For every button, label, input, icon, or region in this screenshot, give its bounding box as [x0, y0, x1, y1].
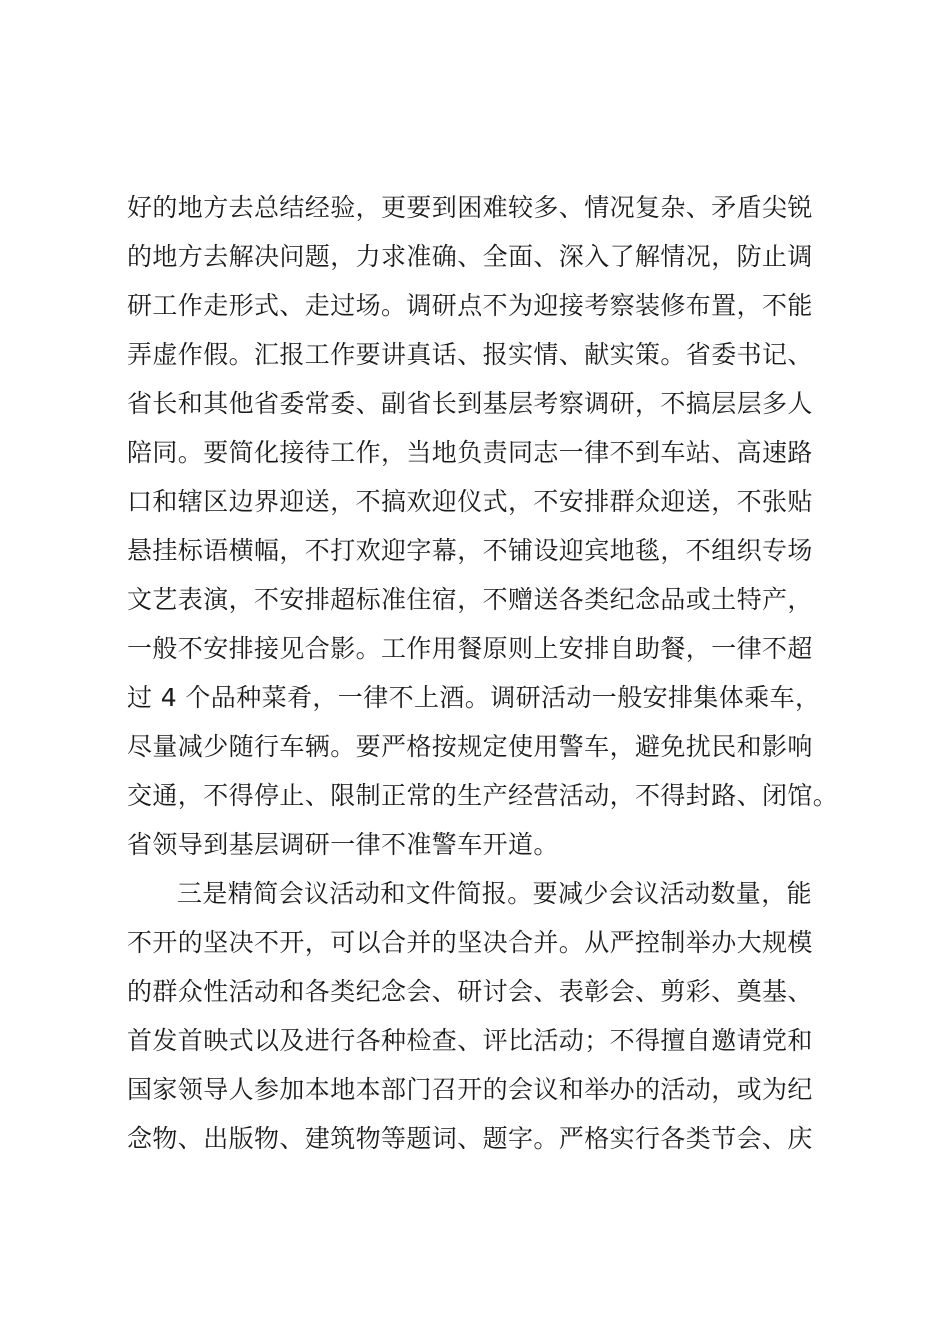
text-line: 首发首映式以及进行各种检查、评比活动；不得擅自邀请党和: [127, 1026, 813, 1055]
text-line: 一般不安排接见合影。工作用餐原则上安排自助餐，一律不超: [127, 634, 813, 663]
text-line: 省领导到基层调研一律不准警车开道。: [127, 830, 559, 859]
text-line: 悬挂标语横幅，不打欢迎字幕，不铺设迎宾地毯，不组织专场: [127, 536, 813, 565]
text-line: 弄虚作假。汇报工作要讲真话、报实情、献实策。省委书记、: [127, 340, 813, 369]
paragraph-start-line: 三是精简会议活动和文件简报。要减少会议活动数量，能: [177, 879, 813, 908]
text-line: 陪同。要简化接待工作，当地负责同志一律不到车站、高速路: [127, 438, 813, 467]
text-line: 研工作走形式、走过场。调研点不为迎接考察装修布置，不能: [127, 291, 813, 320]
text-line: 好的地方去总结经验，更要到困难较多、情况复杂、矛盾尖锐: [127, 193, 813, 222]
text-line: 不开的坚决不开，可以合并的坚决合并。从严控制举办大规模: [127, 928, 813, 957]
text-line: 的群众性活动和各类纪念会、研讨会、表彰会、剪彩、奠基、: [127, 977, 813, 1006]
text-line: 国家领导人参加本地本部门召开的会议和举办的活动，或为纪: [127, 1075, 813, 1104]
text-line: 过 4 个品种菜肴，一律不上酒。调研活动一般安排集体乘车，: [127, 683, 821, 712]
text-line: 尽量减少随行车辆。要严格按规定使用警车，避免扰民和影响: [127, 732, 813, 761]
text-line: 交通，不得停止、限制正常的生产经营活动，不得封路、闭馆。: [127, 781, 839, 810]
document-body: [127, 183, 847, 1163]
text-line: 文艺表演，不安排超标准住宿，不赠送各类纪念品或土特产，: [127, 585, 813, 614]
text-line: 念物、出版物、建筑物等题词、题字。严格实行各类节会、庆: [127, 1124, 813, 1153]
text-line: 口和辖区边界迎送，不搞欢迎仪式，不安排群众迎送，不张贴: [127, 487, 813, 516]
text-line: 省长和其他省委常委、副省长到基层考察调研，不搞层层多人: [127, 389, 813, 418]
text-line: 的地方去解决问题，力求准确、全面、深入了解情况，防止调: [127, 242, 813, 271]
